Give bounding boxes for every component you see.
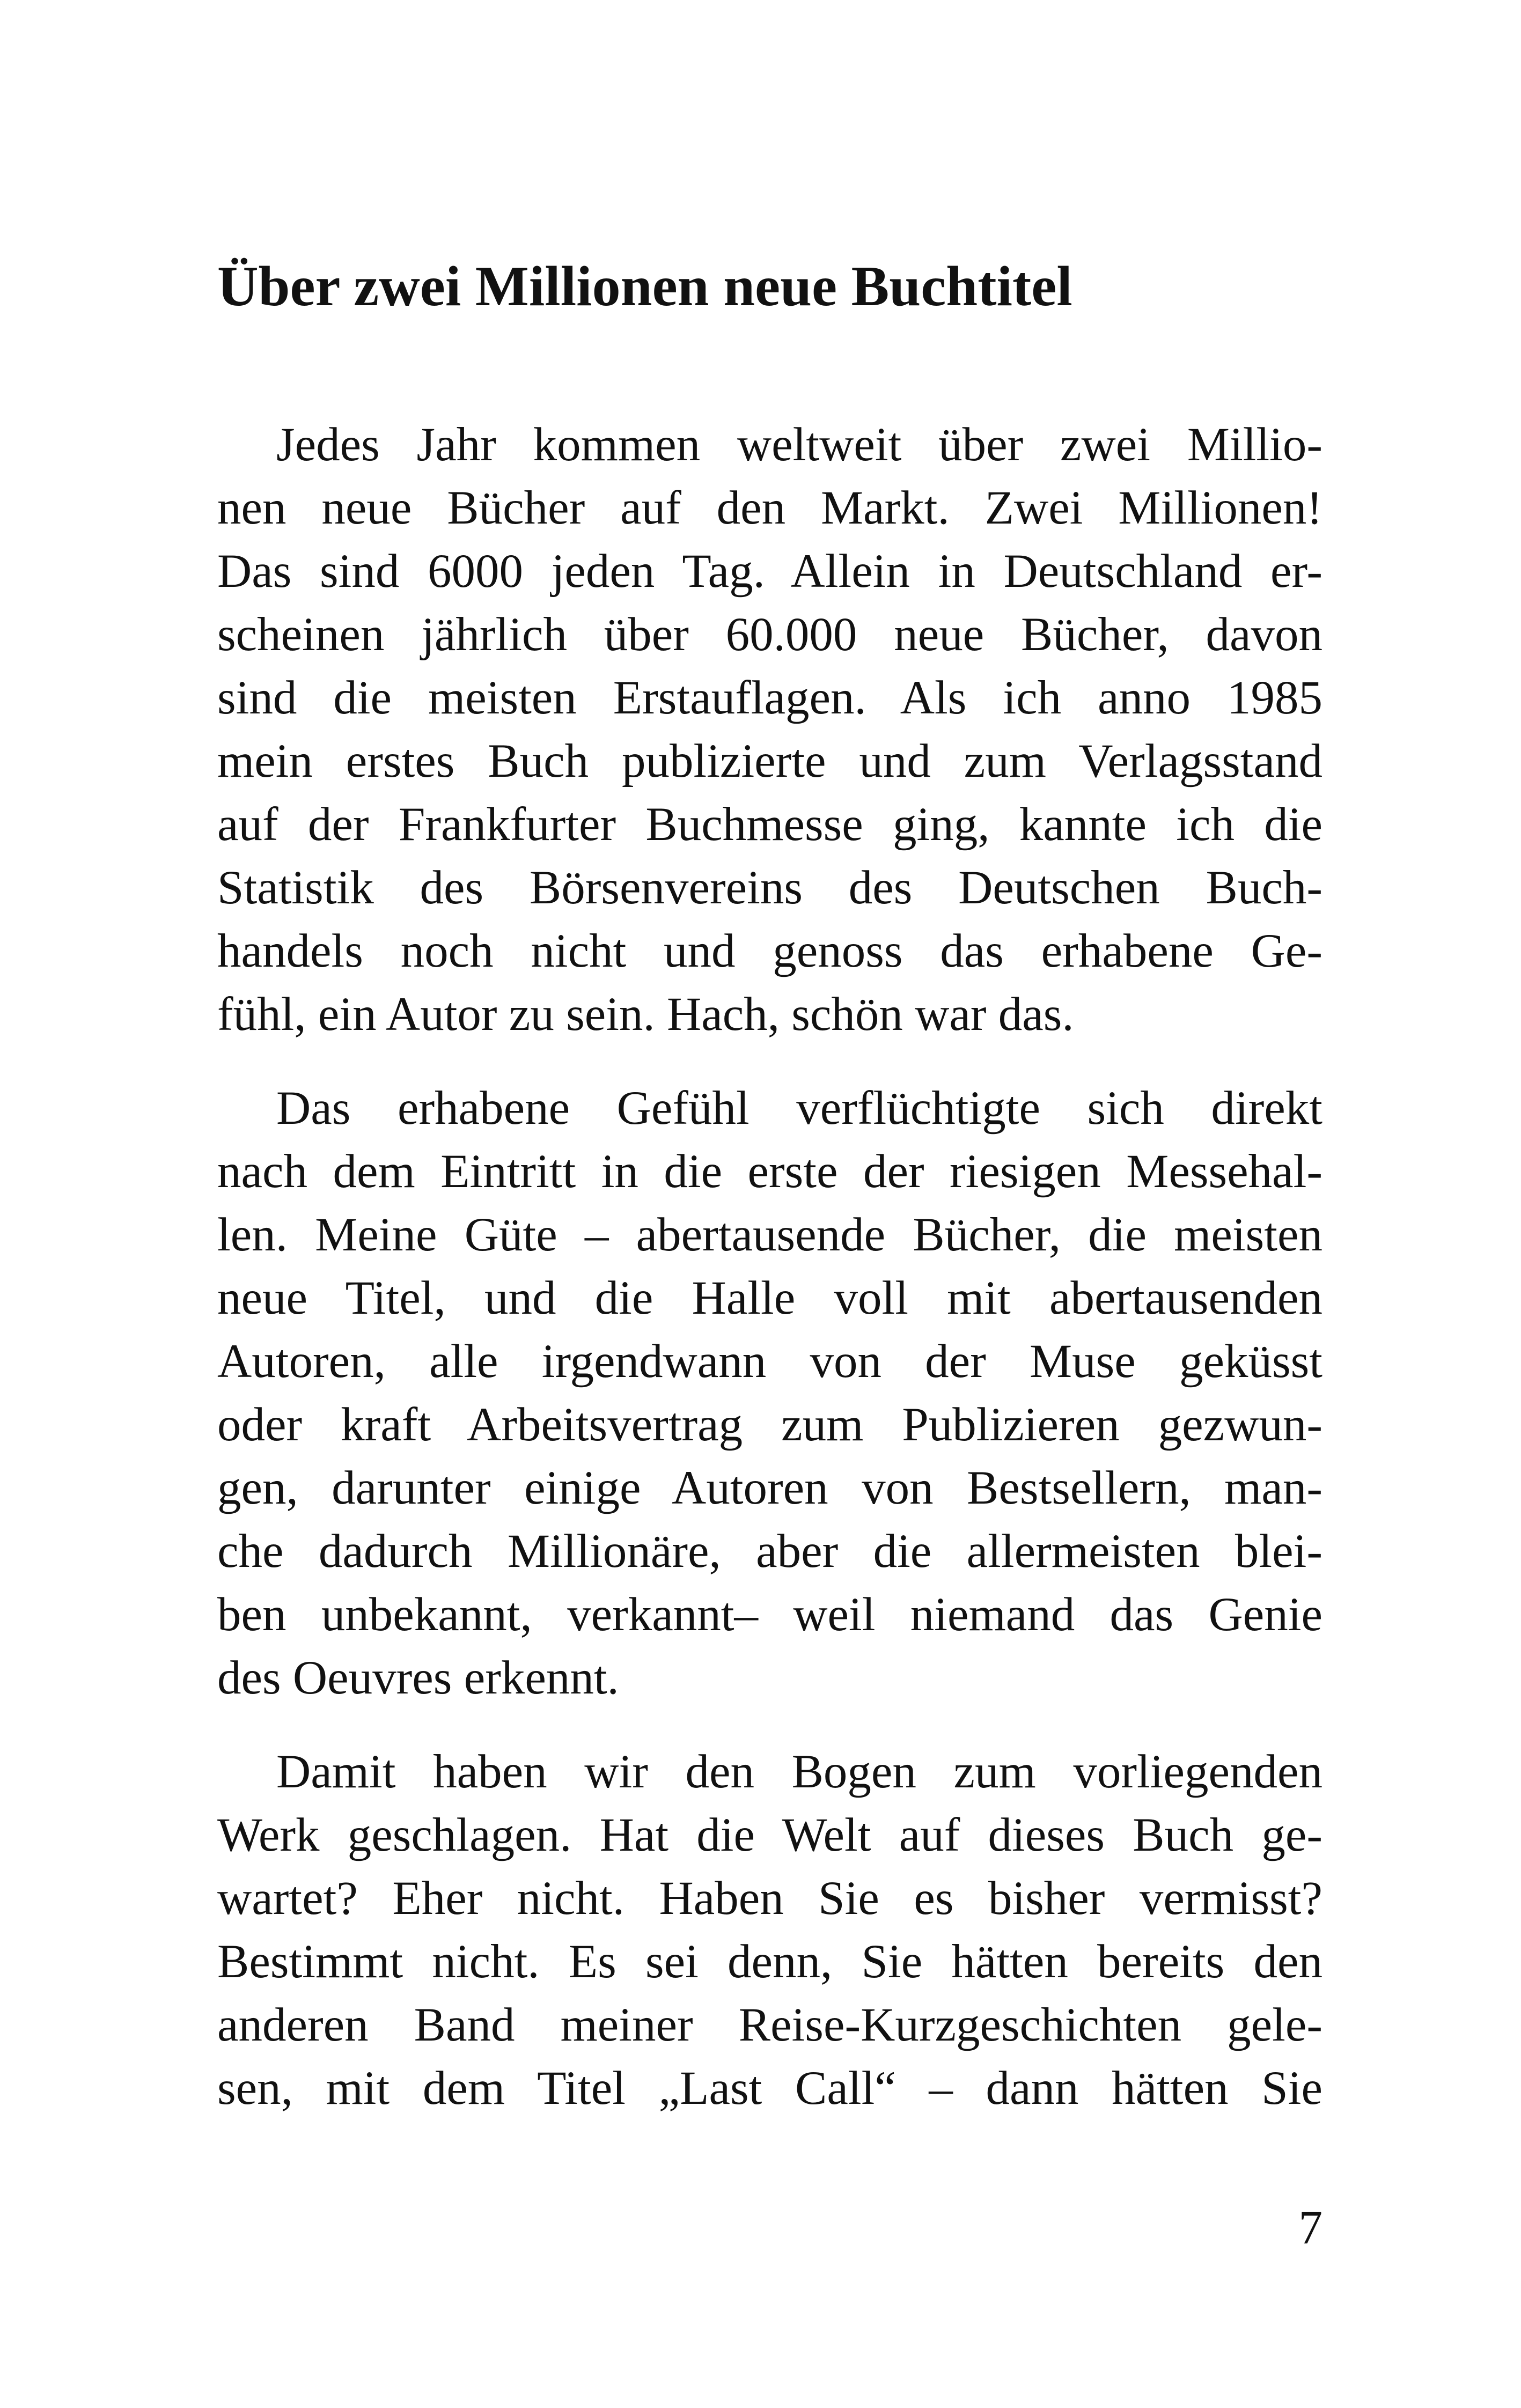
text-line: Bestimmt nicht. Es sei denn, Sie hätten bereits den	[217, 1935, 1322, 1988]
text-line: nen neue Bücher auf den Markt. Zwei Millionen!	[217, 482, 1322, 534]
text-line: scheinen jährlich über 60.000 neue Bücher, davon	[217, 608, 1322, 661]
text-line: Das sind 6000 jeden Tag. Allein in Deutschland er-	[217, 545, 1322, 598]
paragraph-3	[217, 1740, 1322, 2120]
page-number: 7	[1298, 2201, 1322, 2254]
text-line: sind die meisten Erstauflagen. Als ich anno 1985	[217, 672, 1322, 724]
text-line: gen, darunter einige Autoren von Bestsellern, man-	[217, 1462, 1322, 1514]
text-line: sen, mit dem Titel „Last Call“ – dann hätten Sie	[217, 2062, 1322, 2115]
text-line: Jedes Jahr kommen weltweit über zwei Millio-	[276, 418, 1322, 471]
page-title: Über zwei Millionen neue Buchtitel	[217, 255, 1072, 318]
text-line: len. Meine Güte – abertausende Bücher, die meisten	[217, 1209, 1322, 1261]
text-line: wartet? Eher nicht. Haben Sie es bisher vermisst?	[217, 1872, 1322, 1925]
paragraph-2	[217, 1077, 1322, 1710]
text-line: neue Titel, und die Halle voll mit abertausenden	[217, 1272, 1322, 1324]
text-line: Das erhabene Gefühl verflüchtigte sich direkt	[276, 1082, 1322, 1135]
text-line: handels noch nicht und genoss das erhabene Ge-	[217, 925, 1322, 977]
text-line: des Oeuvres erkennt.	[217, 1652, 619, 1704]
text-line: mein erstes Buch publizierte und zum Verlagsstand	[217, 735, 1322, 787]
text-line: auf der Frankfurter Buchmesse ging, kannte ich die	[217, 798, 1322, 851]
text-line: Damit haben wir den Bogen zum vorliegenden	[276, 1746, 1322, 1798]
text-line: Werk geschlagen. Hat die Welt auf dieses Buch ge-	[217, 1809, 1322, 1861]
text-line: nach dem Eintritt in die erste der riesigen Messehal-	[217, 1145, 1322, 1198]
text-line: ben unbekannt, verkannt– weil niemand das Genie	[217, 1588, 1322, 1641]
paragraph-1	[217, 413, 1322, 1046]
text-line: anderen Band meiner Reise-Kurzgeschichten gele-	[217, 1999, 1322, 2051]
text-line: Statistik des Börsenvereins des Deutschen Buch-	[217, 861, 1322, 914]
text-line: fühl, ein Autor zu sein. Hach, schön war das.	[217, 988, 1074, 1041]
body-text	[217, 413, 1322, 2151]
text-line: che dadurch Millionäre, aber die allermeisten blei-	[217, 1525, 1322, 1578]
text-line: Autoren, alle irgendwann von der Muse geküsst	[217, 1335, 1322, 1388]
text-line: oder kraft Arbeitsvertrag zum Publizieren gezwun-	[217, 1398, 1322, 1451]
